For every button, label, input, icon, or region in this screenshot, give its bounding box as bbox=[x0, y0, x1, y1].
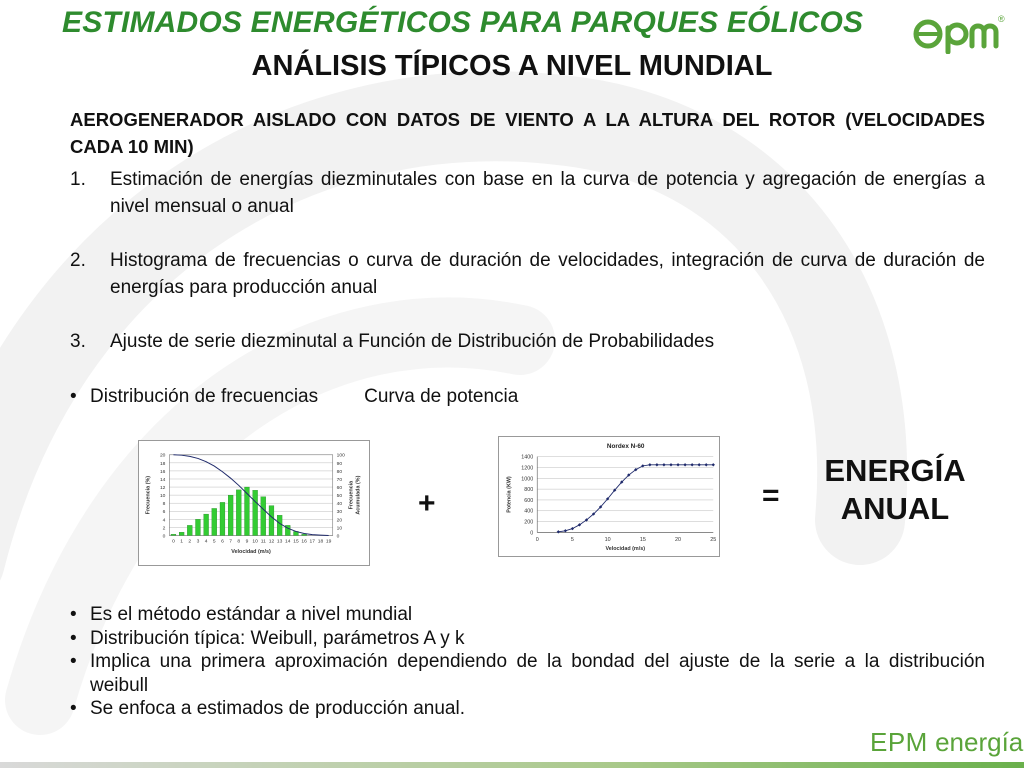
slide-subtitle: ANÁLISIS TÍPICOS A NIVEL MUNDIAL bbox=[251, 50, 773, 82]
x-tick-label: 10 bbox=[252, 539, 258, 545]
y-tick-label: 12 bbox=[159, 486, 166, 492]
y-tick-label: 200 bbox=[524, 519, 534, 526]
slide-title: ESTIMADOS ENERGÉTICOS PARA PARQUES EÓLICOS bbox=[62, 6, 864, 39]
histogram-bar bbox=[236, 490, 241, 536]
histogram-bar bbox=[204, 514, 209, 535]
y-tick-label: 1000 bbox=[521, 476, 534, 483]
x-tick-label: 4 bbox=[204, 539, 208, 545]
y2-tick-label: 20 bbox=[336, 518, 343, 524]
y-tick-label: 16 bbox=[159, 469, 166, 475]
power-curve-point bbox=[697, 463, 700, 466]
power-curve-point bbox=[564, 529, 567, 532]
list-text: Es el método estándar a nivel mundial bbox=[90, 604, 413, 625]
list-text: Se enfoca a estimados de producción anual. bbox=[90, 698, 465, 719]
footer-bar bbox=[0, 762, 1024, 768]
power-curve-point bbox=[676, 463, 679, 466]
list-number: 1. bbox=[70, 169, 86, 190]
y-tick-label: 6 bbox=[162, 510, 166, 516]
power-curve-point bbox=[712, 463, 715, 466]
y2-tick-label: 10 bbox=[336, 526, 343, 532]
x-tick-label: 11 bbox=[260, 539, 266, 545]
y2-axis-label-line1: Frecuencia bbox=[348, 480, 355, 510]
footer-energia: energía bbox=[935, 727, 1024, 757]
x-tick-label: 5 bbox=[212, 539, 216, 545]
section-heading: AEROGENERADOR AISLADO CON DATOS DE VIENTO A LA ALTURA DEL ROTOR (VELOCIDADES CADA 10 MIN) bbox=[70, 109, 985, 157]
power-curve-point bbox=[705, 463, 708, 466]
x-tick-label: 0 bbox=[535, 537, 539, 544]
bullet: • bbox=[70, 627, 77, 649]
histogram-bar bbox=[220, 502, 225, 535]
footer-brand bbox=[870, 727, 1023, 758]
x-tick-label: 9 bbox=[245, 539, 249, 545]
y2-tick-label: 0 bbox=[336, 534, 340, 540]
y-tick-label: 400 bbox=[524, 508, 534, 515]
x-tick-label: 14 bbox=[285, 539, 291, 545]
list-item bbox=[70, 650, 985, 697]
footer-epm: EPM bbox=[870, 727, 928, 757]
list-item bbox=[70, 627, 985, 651]
result-line-1: ENERGÍA bbox=[824, 453, 966, 488]
x-tick-label: 1 bbox=[180, 539, 183, 545]
power-curve-point bbox=[690, 463, 693, 466]
bullet: • bbox=[70, 651, 77, 672]
histogram-bar bbox=[269, 506, 274, 536]
result-line-2: ANUAL bbox=[840, 491, 950, 526]
list-item bbox=[70, 328, 985, 355]
power-curve-point bbox=[641, 464, 644, 467]
x-tick-label: 5 bbox=[570, 537, 574, 544]
x-tick-label: 13 bbox=[276, 539, 283, 545]
y-tick-label: 2 bbox=[162, 526, 166, 532]
y2-tick-label: 30 bbox=[336, 510, 343, 516]
label-frequency-distribution: Distribución de frecuencias bbox=[90, 386, 319, 407]
histogram-bar bbox=[245, 487, 250, 535]
y-tick-label: 1400 bbox=[521, 454, 534, 461]
y-axis-label: Frecuencia (%) bbox=[145, 475, 152, 515]
epm-logo bbox=[912, 12, 1008, 54]
histogram-bar bbox=[253, 490, 258, 535]
power-curve-chart bbox=[498, 436, 720, 557]
x-tick-label: 15 bbox=[639, 537, 646, 544]
power-curve-point bbox=[648, 463, 651, 466]
bullet: • bbox=[70, 386, 77, 407]
y-tick-label: 1200 bbox=[521, 465, 534, 472]
y2-tick-label: 80 bbox=[336, 469, 343, 475]
x-tick-label: 2 bbox=[188, 539, 192, 545]
histogram-bar bbox=[179, 532, 184, 535]
x-tick-label: 12 bbox=[268, 539, 275, 545]
x-tick-label: 25 bbox=[710, 537, 717, 544]
y-tick-label: 18 bbox=[159, 461, 166, 467]
plus-operator: + bbox=[418, 487, 436, 520]
chart-labels-row bbox=[70, 383, 518, 410]
y-tick-label: 600 bbox=[524, 497, 534, 504]
x-tick-label: 16 bbox=[301, 539, 307, 545]
bullet: • bbox=[70, 698, 77, 719]
histogram-bar bbox=[302, 534, 307, 535]
y2-tick-label: 90 bbox=[336, 461, 343, 467]
power-curve-point bbox=[683, 463, 686, 466]
y-tick-label: 20 bbox=[159, 453, 166, 459]
y-tick-label: 10 bbox=[159, 494, 166, 500]
list-item bbox=[70, 603, 985, 627]
numbered-list bbox=[70, 166, 985, 382]
x-tick-label: 0 bbox=[172, 539, 175, 545]
x-tick-label: 7 bbox=[229, 539, 232, 545]
bullet: • bbox=[70, 604, 77, 625]
power-curve-point bbox=[669, 463, 672, 466]
x-tick-label: 6 bbox=[221, 539, 224, 545]
histogram-bar bbox=[187, 525, 192, 535]
y-tick-label: 0 bbox=[162, 534, 166, 540]
y2-tick-label: 40 bbox=[336, 502, 343, 508]
y2-tick-label: 100 bbox=[336, 453, 345, 459]
power-curve-point bbox=[571, 527, 574, 530]
histogram-bar bbox=[171, 534, 176, 535]
power-curve-point bbox=[557, 530, 560, 533]
frequency-histogram-chart bbox=[138, 440, 370, 566]
x-tick-label: 8 bbox=[237, 539, 241, 545]
equals-operator: = bbox=[762, 479, 780, 512]
x-tick-label: 20 bbox=[675, 537, 682, 544]
x-tick-label: 18 bbox=[317, 539, 324, 545]
list-text: Ajuste de serie diezminutal a Función de Distribución de Probabilidades bbox=[110, 331, 715, 352]
y-axis-label: Potencia (KW) bbox=[506, 476, 513, 513]
list-number: 3. bbox=[70, 331, 86, 352]
histogram-bar bbox=[261, 497, 266, 536]
registered-mark: ® bbox=[998, 14, 1005, 24]
y2-tick-label: 60 bbox=[336, 486, 343, 492]
list-text: Implica una primera aproximación dependiendo de la bondad del ajuste de la serie a la distribución weibull bbox=[90, 651, 985, 696]
annual-energy-result bbox=[800, 452, 990, 528]
x-tick-label: 19 bbox=[325, 539, 332, 545]
list-text: Distribución típica: Weibull, parámetros A y k bbox=[90, 627, 465, 649]
list-item bbox=[70, 247, 985, 301]
histogram-bar bbox=[228, 495, 233, 535]
list-item bbox=[70, 166, 985, 220]
list-item bbox=[70, 697, 985, 721]
x-tick-label: 15 bbox=[293, 539, 299, 545]
histogram-bar bbox=[212, 508, 217, 535]
power-curve-point bbox=[662, 463, 665, 466]
y2-axis-label-line2: Acumulada (%) bbox=[355, 475, 362, 515]
list-number: 2. bbox=[70, 250, 86, 271]
bottom-bullet-list bbox=[70, 603, 985, 721]
y-tick-label: 0 bbox=[530, 530, 534, 537]
x-tick-label: 10 bbox=[604, 537, 611, 544]
x-tick-label: 17 bbox=[309, 539, 316, 545]
chart-title: Nordex N-60 bbox=[606, 442, 645, 450]
x-axis-label: Velocidad (m/s) bbox=[231, 549, 271, 556]
y-tick-label: 800 bbox=[524, 487, 534, 494]
y-tick-label: 8 bbox=[162, 502, 166, 508]
y-tick-label: 4 bbox=[162, 518, 166, 524]
x-tick-label: 3 bbox=[196, 539, 200, 545]
y2-tick-label: 50 bbox=[336, 494, 343, 500]
x-axis-label: Velocidad (m/s) bbox=[605, 546, 646, 553]
label-power-curve: Curva de potencia bbox=[364, 386, 519, 407]
power-curve-point bbox=[655, 463, 658, 466]
histogram-bar bbox=[196, 519, 201, 535]
list-text: Estimación de energías diezminutales con base en la curva de potencia y agregación de energías a nivel mensual o anual bbox=[110, 169, 985, 217]
y2-tick-label: 70 bbox=[336, 477, 343, 483]
histogram-bar bbox=[277, 515, 282, 535]
y-tick-label: 14 bbox=[159, 477, 166, 483]
list-text: Histograma de frecuencias o curva de duración de velocidades, integración de curva de duración de energías para producción anual bbox=[110, 250, 985, 298]
